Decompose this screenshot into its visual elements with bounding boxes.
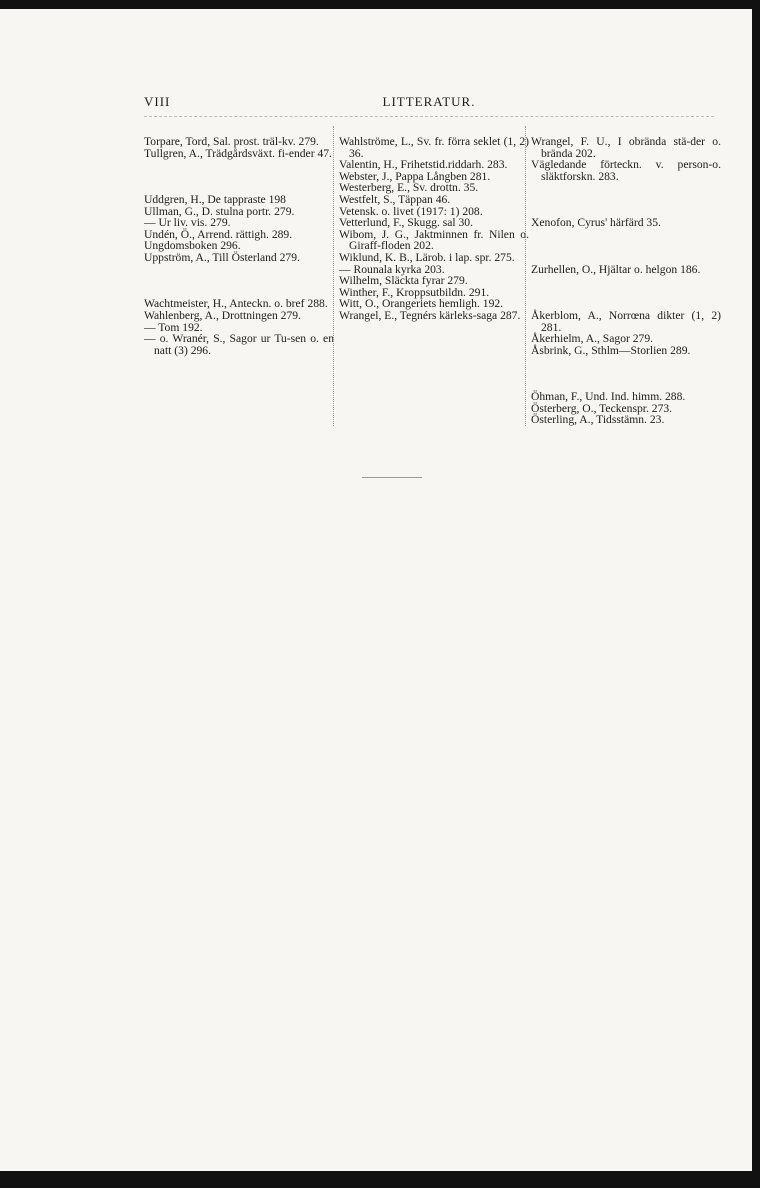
- running-head: LITTERATUR.: [382, 94, 476, 109]
- index-entry: Vägledande förteckn. v. person-o. släktforskn. 283.: [531, 158, 721, 183]
- index-entry: Xenofon, Cyrus' härfärd 35.: [531, 216, 661, 230]
- column-divider: [333, 126, 334, 426]
- header-rule: [144, 116, 714, 117]
- index-column-1: [144, 136, 334, 356]
- index-entry: Vetterlund, F., Skugg. sal 30.: [339, 216, 474, 230]
- index-entry: Wahlenberg, A., Drottningen 279.: [144, 308, 301, 322]
- index-entry: Westfelt, S., Täppan 46.: [339, 192, 451, 206]
- index-entry: Wrangel, F. U., I obrända stä-der o. brända 202.: [531, 135, 721, 160]
- index-entry: Wachtmeister, H., Anteckn. o. bref 288.: [144, 297, 328, 311]
- index-entry: Torpare, Tord, Sal. prost. träl-kv. 279.: [144, 135, 319, 148]
- entry-gap: [144, 275, 334, 287]
- end-rule: [362, 477, 422, 478]
- index-entry: Wahlströme, L., Sv. fr. förra seklet (1, 2) 36.: [339, 135, 529, 160]
- index-entry: Wibom, J. G., Jaktminnen fr. Nilen o. Giraff-floden 202.: [339, 227, 529, 253]
- index-entry: Zurhellen, O., Hjältar o. helgon 186.: [531, 262, 701, 276]
- entry-gap: [531, 194, 721, 206]
- index-entry: Winther, F., Kroppsutbildn. 291.: [339, 285, 490, 299]
- index-entry: Witt, O., Orangeriets hemligh. 192.: [339, 297, 504, 311]
- index-column-2: [339, 136, 529, 322]
- index-entry: Österberg, O., Teckenspr. 273.: [531, 401, 673, 415]
- page-number: VIII: [144, 94, 171, 109]
- index-entry: Westerberg, E., Sv. drottn. 35.: [339, 181, 479, 195]
- index-entry: Webster, J., Pappa Långben 281.: [339, 169, 491, 183]
- scan-border-right: [752, 0, 760, 1188]
- index-entry: Åsbrink, G., Sthlm—Storlien 289.: [531, 343, 691, 357]
- index-entry: Tullgren, A., Trädgårdsväxt. fi-ender 47.: [144, 146, 332, 160]
- index-entry: — Ur liv. vis. 279.: [144, 216, 231, 230]
- entry-gap: [531, 240, 721, 252]
- index-entry: Öhman, F., Und. Ind. himm. 288.: [531, 390, 686, 404]
- entry-gap: [531, 287, 721, 299]
- index-entry: Ullman, G., D. stulna portr. 279.: [144, 204, 295, 218]
- index-entry: Österling, A., Tidsstämn. 23.: [531, 413, 665, 427]
- index-entry: Valentin, H., Frihetstid.riddarh. 283.: [339, 158, 508, 172]
- index-entry: Åkerblom, A., Norrœna dikter (1, 2) 281.: [531, 308, 721, 334]
- index-entry: Uppström, A., Till Österland 279.: [144, 250, 300, 264]
- scan-border-top: [0, 0, 760, 9]
- index-entry: Åkerhielm, A., Sagor 279.: [531, 332, 654, 346]
- index-entry: Ungdomsboken 296.: [144, 239, 241, 253]
- index-entry: Wiklund, K. B., Lärob. i lap. spr. 275.: [339, 250, 515, 264]
- index-entry: Uddgren, H., De tappraste 198: [144, 192, 286, 206]
- column-divider: [525, 126, 526, 426]
- index-column-3: [531, 136, 721, 426]
- scan-border-bottom: [0, 1171, 760, 1188]
- index-entry: Wilhelm, Släckta fyrar 279.: [339, 274, 468, 288]
- index-entry: — o. Wranér, S., Sagor ur Tu-sen o. en natt (3) 296.: [144, 332, 334, 357]
- entry-gap: [531, 368, 721, 380]
- index-entry: Vetensk. o. livet (1917: 1) 208.: [339, 204, 483, 218]
- index-entry: — Rounala kyrka 203.: [339, 262, 445, 276]
- index-entry: Wrangel, E., Tegnérs kärleks-saga 287.: [339, 308, 521, 322]
- index-entry: Undén, Ö., Arrend. rättigh. 289.: [144, 227, 293, 241]
- index-entry: — Tom 192.: [144, 320, 203, 334]
- entry-gap: [144, 171, 334, 183]
- page-header: [144, 94, 714, 114]
